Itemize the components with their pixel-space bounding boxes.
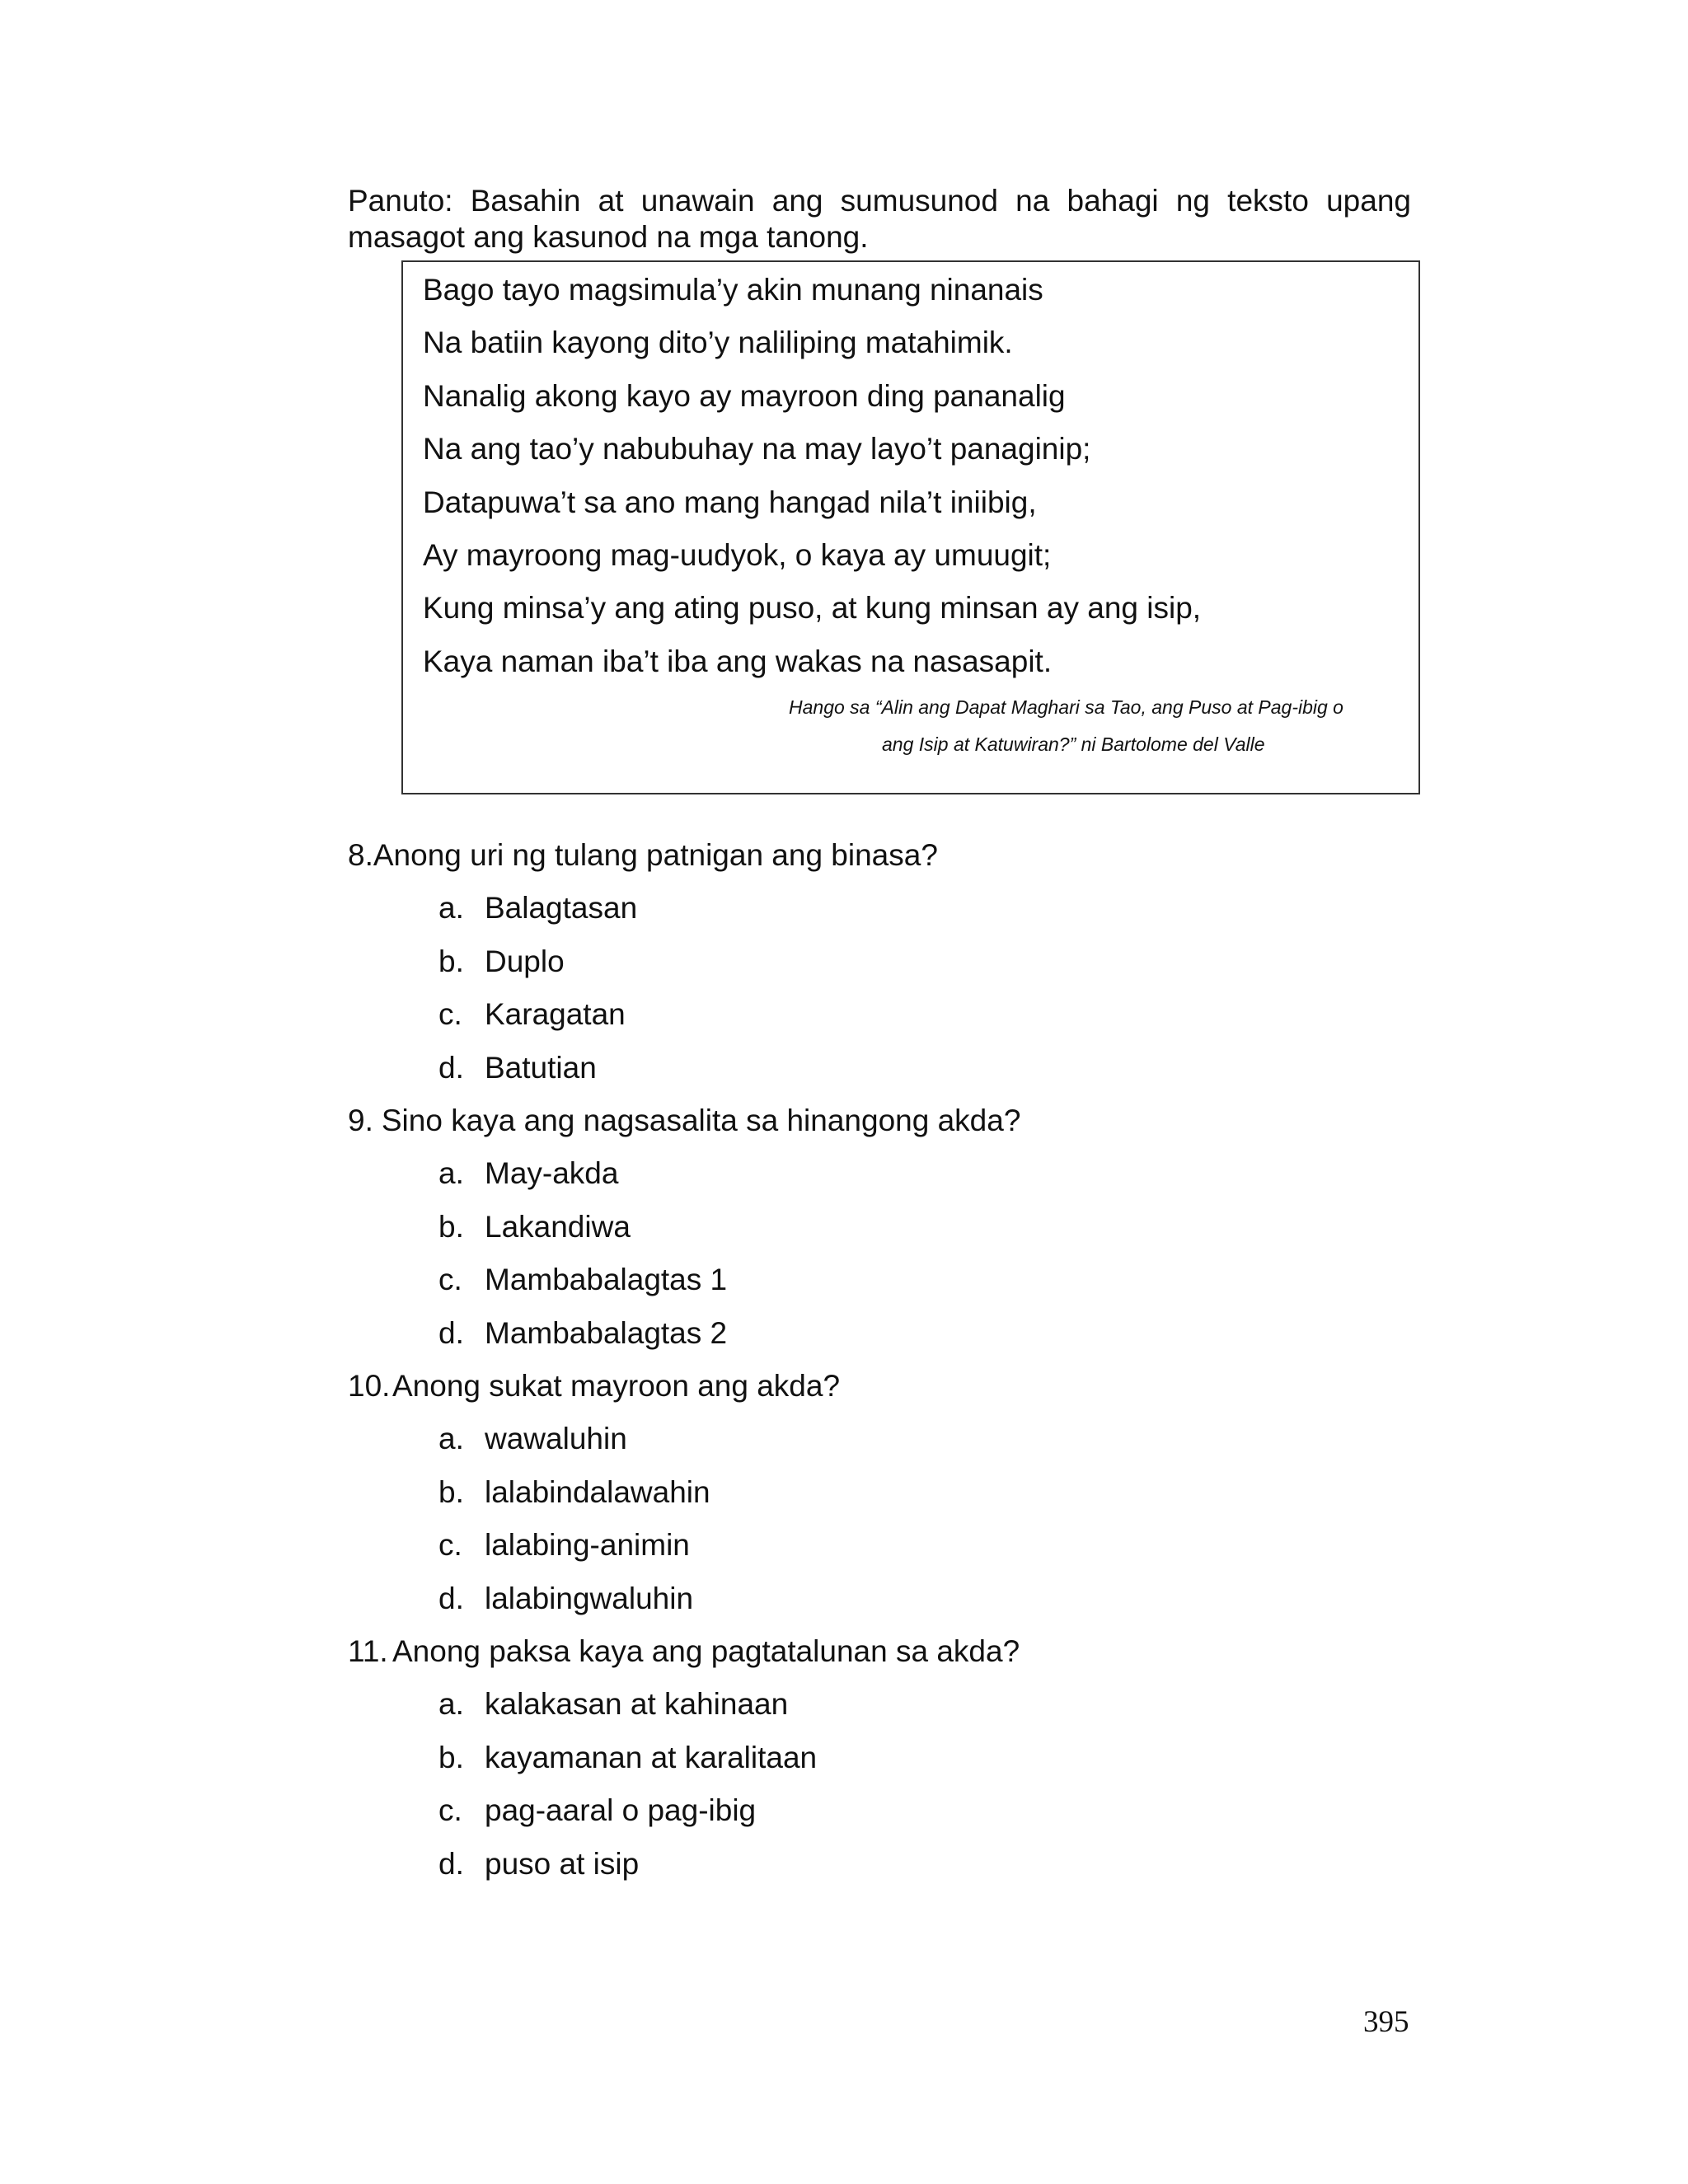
option-item [438, 1846, 639, 1882]
option-text: Mambabalagtas 2 [485, 1316, 728, 1350]
option-text: pag-aaral o pag-ibig [485, 1793, 757, 1827]
question-number: 8. [348, 838, 373, 872]
question-text: Anong uri ng tulang patnigan ang binasa? [373, 838, 938, 872]
option-text: Balagtasan [485, 891, 638, 925]
question-10 [348, 1368, 840, 1404]
option-item [438, 1050, 597, 1086]
question-text: Sino kaya ang nagsasalita sa hinangong akda? [381, 1104, 1021, 1137]
option-item [438, 1527, 690, 1563]
poem-line: Nanalig akong kayo ay mayroon ding pananalig [423, 379, 1066, 413]
option-item [438, 1793, 756, 1829]
poem-line: Ay mayroong mag-uudyok, o kaya ay umuugit; [423, 538, 1052, 572]
option-item [438, 890, 637, 926]
question-11 [348, 1633, 1020, 1670]
option-letter: c. [438, 1263, 462, 1296]
option-item [438, 944, 565, 980]
option-text: lalabindalawahin [485, 1475, 710, 1509]
option-letter: a. [438, 1422, 464, 1455]
option-text: May-akda [485, 1156, 619, 1190]
option-letter: d. [438, 1051, 464, 1085]
question-number: 9. [348, 1104, 373, 1137]
option-text: Karagatan [485, 997, 626, 1031]
question-number: 10. [348, 1369, 391, 1403]
option-letter: c. [438, 997, 462, 1031]
option-text: puso at isip [485, 1847, 640, 1881]
option-text: Batutian [485, 1051, 597, 1085]
option-text: kayamanan at karalitaan [485, 1741, 818, 1774]
poem-line: Bago tayo magsimula’y akin munang ninanais [423, 273, 1043, 307]
option-item [438, 1315, 727, 1352]
option-item [438, 1209, 631, 1245]
option-item [438, 1262, 727, 1298]
option-text: lalabingwaluhin [485, 1582, 694, 1615]
option-text: kalakasan at kahinaan [485, 1687, 789, 1721]
option-letter: b. [438, 944, 464, 978]
poem-line: Na ang tao’y nabubuhay na may layo’t panaginip; [423, 432, 1091, 466]
question-number: 11. [348, 1634, 388, 1668]
option-text: wawaluhin [485, 1422, 627, 1455]
option-letter: d. [438, 1847, 464, 1881]
option-letter: a. [438, 1687, 464, 1721]
source-citation-line-2: ang Isip at Katuwiran?” ni Bartolome del Valle [882, 733, 1265, 755]
option-letter: c. [438, 1528, 462, 1562]
poem-excerpt-box [401, 260, 1420, 794]
question-text: Anong paksa kaya ang pagtatalunan sa akda? [392, 1634, 1020, 1668]
option-letter: b. [438, 1741, 464, 1774]
page-number: 395 [1363, 2005, 1409, 2039]
option-letter: b. [438, 1210, 464, 1244]
option-text: Duplo [485, 944, 565, 978]
question-9 [348, 1103, 1020, 1139]
option-letter: c. [438, 1793, 462, 1827]
question-8 [348, 837, 938, 874]
option-text: Mambabalagtas 1 [485, 1263, 728, 1296]
option-item [438, 1474, 710, 1511]
question-text: Anong sukat mayroon ang akda? [392, 1369, 841, 1403]
poem-line: Kaya naman iba’t iba ang wakas na nasasapit. [423, 644, 1053, 678]
instruction-text: Panuto: Basahin at unawain ang sumusunod na bahagi ng teksto upang masagot ang kasunod na mga tanong. [348, 184, 1411, 254]
source-citation-line-1: Hango sa “Alin ang Dapat Maghari sa Tao, ang Puso at Pag-ibig o [789, 696, 1343, 718]
option-item [438, 1155, 618, 1192]
option-item [438, 1740, 817, 1776]
option-text: Lakandiwa [485, 1210, 631, 1244]
option-letter: a. [438, 891, 464, 925]
option-letter: a. [438, 1156, 464, 1190]
option-letter: b. [438, 1475, 464, 1509]
option-item [438, 1421, 627, 1457]
option-letter: d. [438, 1316, 464, 1350]
option-item [438, 996, 626, 1033]
option-text: lalabing-animin [485, 1528, 690, 1562]
poem-line: Na batiin kayong dito’y naliliping matahimik. [423, 326, 1013, 359]
option-letter: d. [438, 1582, 464, 1615]
poem-line: Datapuwa’t sa ano mang hangad nila’t iniibig, [423, 485, 1037, 519]
poem-line: Kung minsa’y ang ating puso, at kung minsan ay ang isip, [423, 591, 1202, 625]
option-item [438, 1686, 788, 1722]
option-item [438, 1581, 693, 1617]
